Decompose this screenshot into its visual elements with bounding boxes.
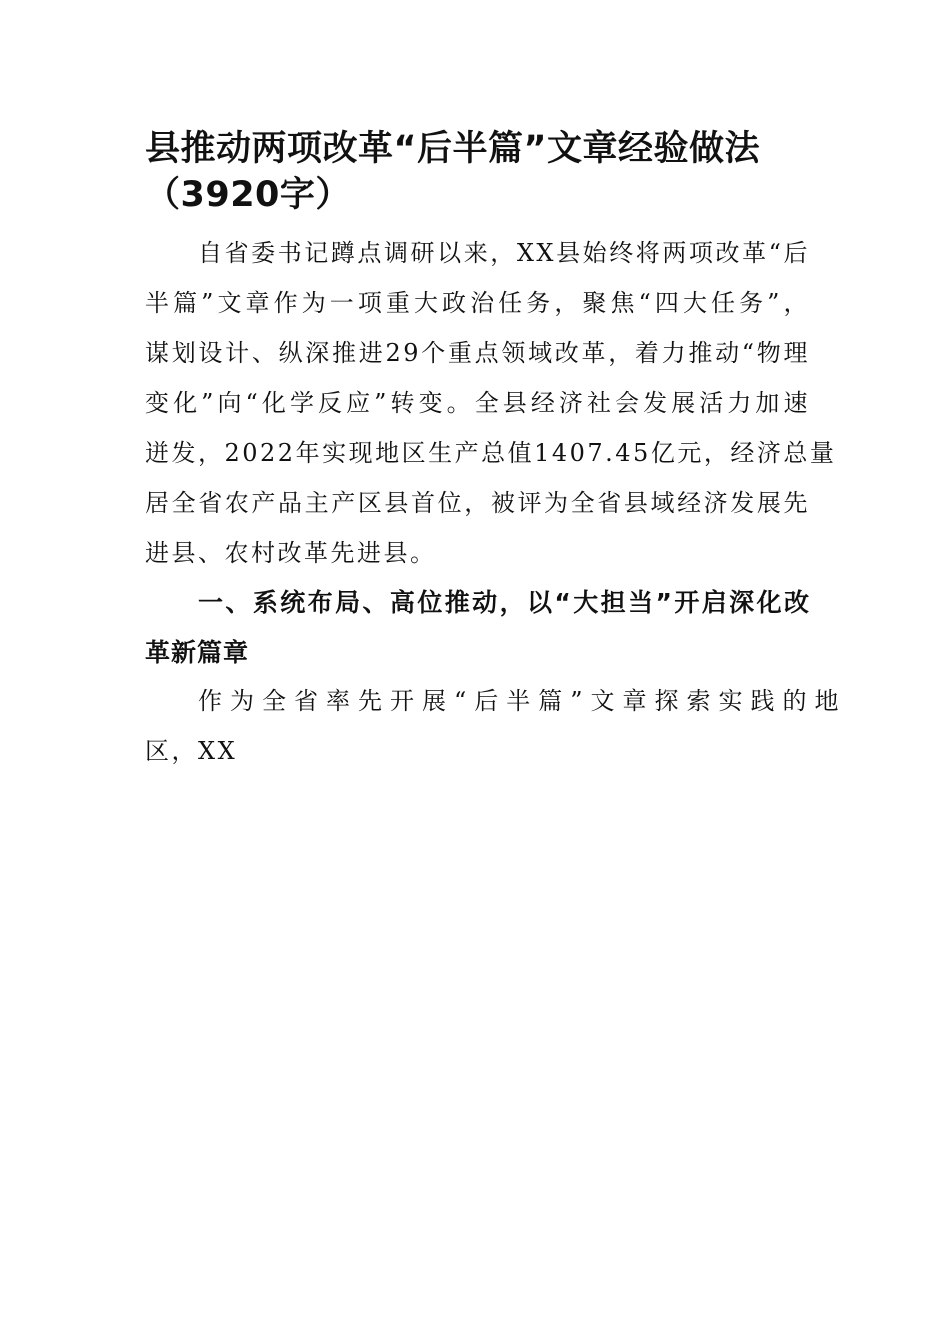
heading-line: 一、系统布局、高位推动，以“大担当”开启深化改 <box>198 588 810 617</box>
paragraph-line: 自省委书记蹲点调研以来，XX县始终将两项改革“后 <box>198 239 810 267</box>
paragraph-line: 进县、农村改革先进县。 <box>145 539 437 567</box>
document-title <box>145 126 810 218</box>
paragraph-line: 谋划设计、纵深推进29个重点领域改革，着力推动“物理 <box>145 339 810 367</box>
paragraph-line: 半篇”文章作为一项重大政治任务，聚焦“四大任务”， <box>145 289 810 317</box>
paragraph-line: 区，XX <box>145 737 238 765</box>
paragraph-line: 变化”向“化学反应”转变。全县经济社会发展活力加速 <box>145 389 810 417</box>
intro-paragraph <box>145 228 837 578</box>
section-heading <box>145 578 810 678</box>
title-line: 县推动两项改革“后半篇”文章经验做法 <box>145 129 761 169</box>
paragraph-line: 居全省农产品主产区县首位，被评为全省县域经济发展先 <box>145 489 810 517</box>
title-word-count: （3920字） <box>145 175 351 215</box>
paragraph-line: 作为全省率先开展“后半篇”文章探索实践的地 <box>198 687 847 715</box>
section-paragraph <box>145 676 847 776</box>
paragraph-line: 迸发，2022年实现地区生产总值1407.45亿元，经济总量 <box>145 439 837 467</box>
heading-line: 革新篇章 <box>145 638 250 667</box>
